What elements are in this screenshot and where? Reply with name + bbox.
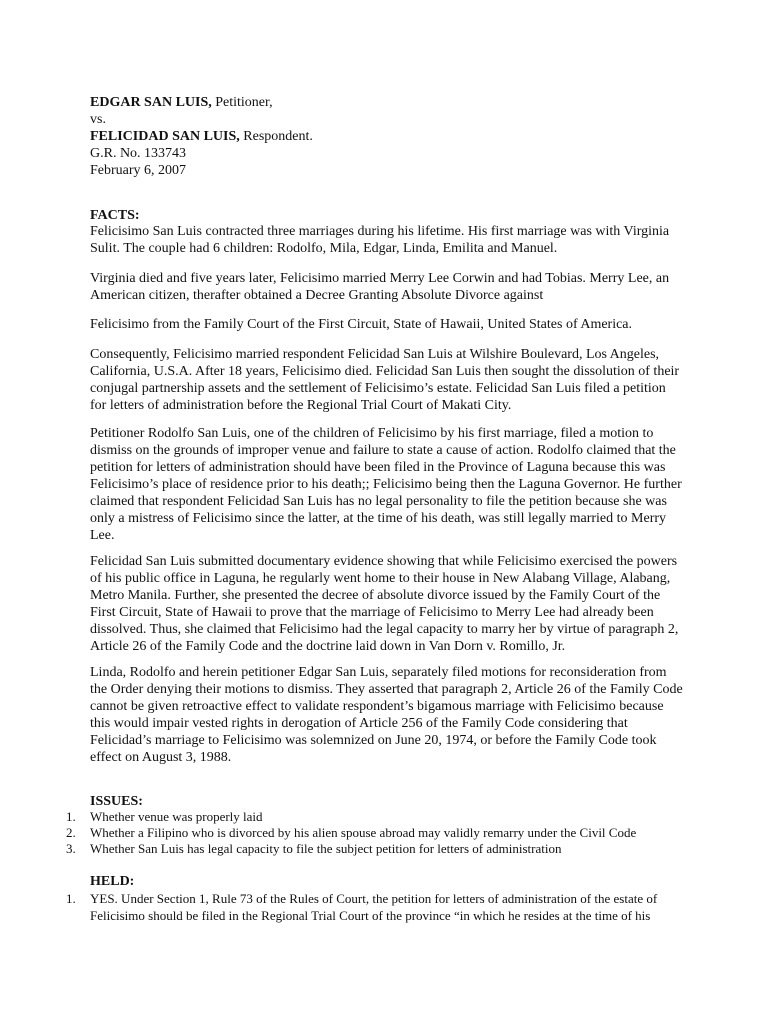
facts-paragraph [90,553,680,655]
text-line: effect on August 3, 1988. [90,750,232,765]
text-line: conjugal partnership assets and the settlement of Felicisimo’s estate. Felicidad San Luis filed a petition [90,381,666,396]
list-item [0,809,768,825]
petitioner-role: Petitioner, [211,95,273,110]
text-line: of his public office in Laguna, he regularly went home to their house in New Alabang Village, Alabang, [90,571,671,586]
versus-line: vs. [90,112,106,127]
text-line: Felicidad San Luis submitted documentary evidence showing that while Felicisimo exercised the powers [90,554,678,569]
issues-list [0,809,768,857]
issue-text: Whether San Luis has legal capacity to file the subject petition for letters of administration [90,841,562,856]
facts-paragraph [90,270,680,304]
text-line: only a mistress of Felicisimo since the latter, at the time of his death, was still legally married to Merry [90,511,667,526]
text-line: Petitioner Rodolfo San Luis, one of the children of Felicisimo by his first marriage, filed a motion to [90,426,654,441]
text-line: Metro Manila. Further, she presented the decree of absolute divorce issued by the Family Court of the [90,588,661,603]
facts-heading: FACTS: [90,208,140,223]
petitioner-name: EDGAR SAN LUIS, [90,95,212,110]
list-number: 1. [66,891,76,906]
text-line: this would impair vested rights in derogation of Article 256 of the Family Code considering that [90,716,628,731]
held-heading: HELD: [90,874,135,889]
facts-paragraph [90,425,680,544]
facts-paragraph [90,346,680,414]
text-line: Linda, Rodolfo and herein petitioner Edgar San Luis, separately filed motions for reconsideration from [90,665,667,680]
text-line: cannot be given retroactive effect to validate respondent’s bigamous marriage with Felicisimo because [90,699,664,714]
text-line: Felicisimo San Luis contracted three marriages during his lifetime. His first marriage was with Virginia [90,224,670,239]
text-line: claimed that respondent Felicidad San Luis has no legal personality to file the petition because she was [90,494,667,509]
issue-text: Whether venue was properly laid [90,809,263,824]
facts-paragraph [90,664,683,766]
list-number: 3. [66,841,76,856]
text-line: the Order denying their motions to dismiss. They asserted that paragraph 2, Article 26 of the Family Code [90,682,683,697]
text-line: California, U.S.A. After 18 years, Felicisimo died. Felicidad San Luis then sought the dissolution of their [90,364,680,379]
facts-paragraph [90,316,680,333]
list-number: 1. [66,809,76,824]
respondent-name: FELICIDAD SAN LUIS, [90,129,240,144]
text-line: Felicisimo’s place of residence prior to his death;; Felicisimo being then the Laguna Governor. He further [90,477,682,492]
facts-paragraph [90,223,680,257]
gr-number: G.R. No. 133743 [90,146,187,161]
case-caption [90,94,690,179]
respondent-role: Respondent. [239,129,313,144]
text-line: Consequently, Felicisimo married respondent Felicidad San Luis at Wilshire Boulevard, Los Angeles, [90,347,660,362]
held-text [90,890,710,924]
issue-text: Whether a Filipino who is divorced by his alien spouse abroad may validly remarry under the Civil Code [90,825,637,840]
list-number: 2. [66,825,76,840]
text-line: Sulit. The couple had 6 children: Rodolfo, Mila, Edgar, Linda, Emilita and Manuel. [90,241,558,256]
text-line: dismiss on the grounds of improper venue and failure to state a cause of action. Rodolfo claimed that the [90,443,676,458]
text-line: dissolved. Thus, she claimed that Felicisimo had the legal capacity to marry her by virtue of paragraph 2, [90,622,679,637]
text-line: Felicisimo from the Family Court of the First Circuit, State of Hawaii, United States of America. [90,317,633,332]
list-item [0,825,768,841]
decision-date: February 6, 2007 [90,163,187,178]
text-line: for letters of administration before the Regional Trial Court of Makati City. [90,398,512,413]
text-line: Felicidad’s marriage to Felicisimo was solemnized on June 20, 1974, or before the Family Code took [90,733,657,748]
text-line: petition for letters of administration should have been filed in the Province of Laguna because this was [90,460,666,475]
text-line: Virginia died and five years later, Felicisimo married Merry Lee Corwin and had Tobias. Merry Lee, an [90,271,670,286]
respondent-line [90,128,690,145]
list-item [0,841,768,857]
text-line: Article 26 of the Family Code and the doctrine laid down in Van Dorn v. Romillo, Jr. [90,639,566,654]
text-line: First Circuit, State of Hawaii to prove that the marriage of Felicisimo to Merry Lee had already been [90,605,654,620]
issues-heading: ISSUES: [90,794,143,809]
text-line: American citizen, therafter obtained a Decree Granting Absolute Divorce against [90,288,544,303]
text-line: Lee. [90,528,115,543]
text-line: YES. Under Section 1, Rule 73 of the Rules of Court, the petition for letters of administration of the estate of [90,891,658,906]
petitioner-line [90,94,690,111]
text-line: Felicisimo should be filed in the Regional Trial Court of the province “in which he resides at the time of his [90,908,651,923]
